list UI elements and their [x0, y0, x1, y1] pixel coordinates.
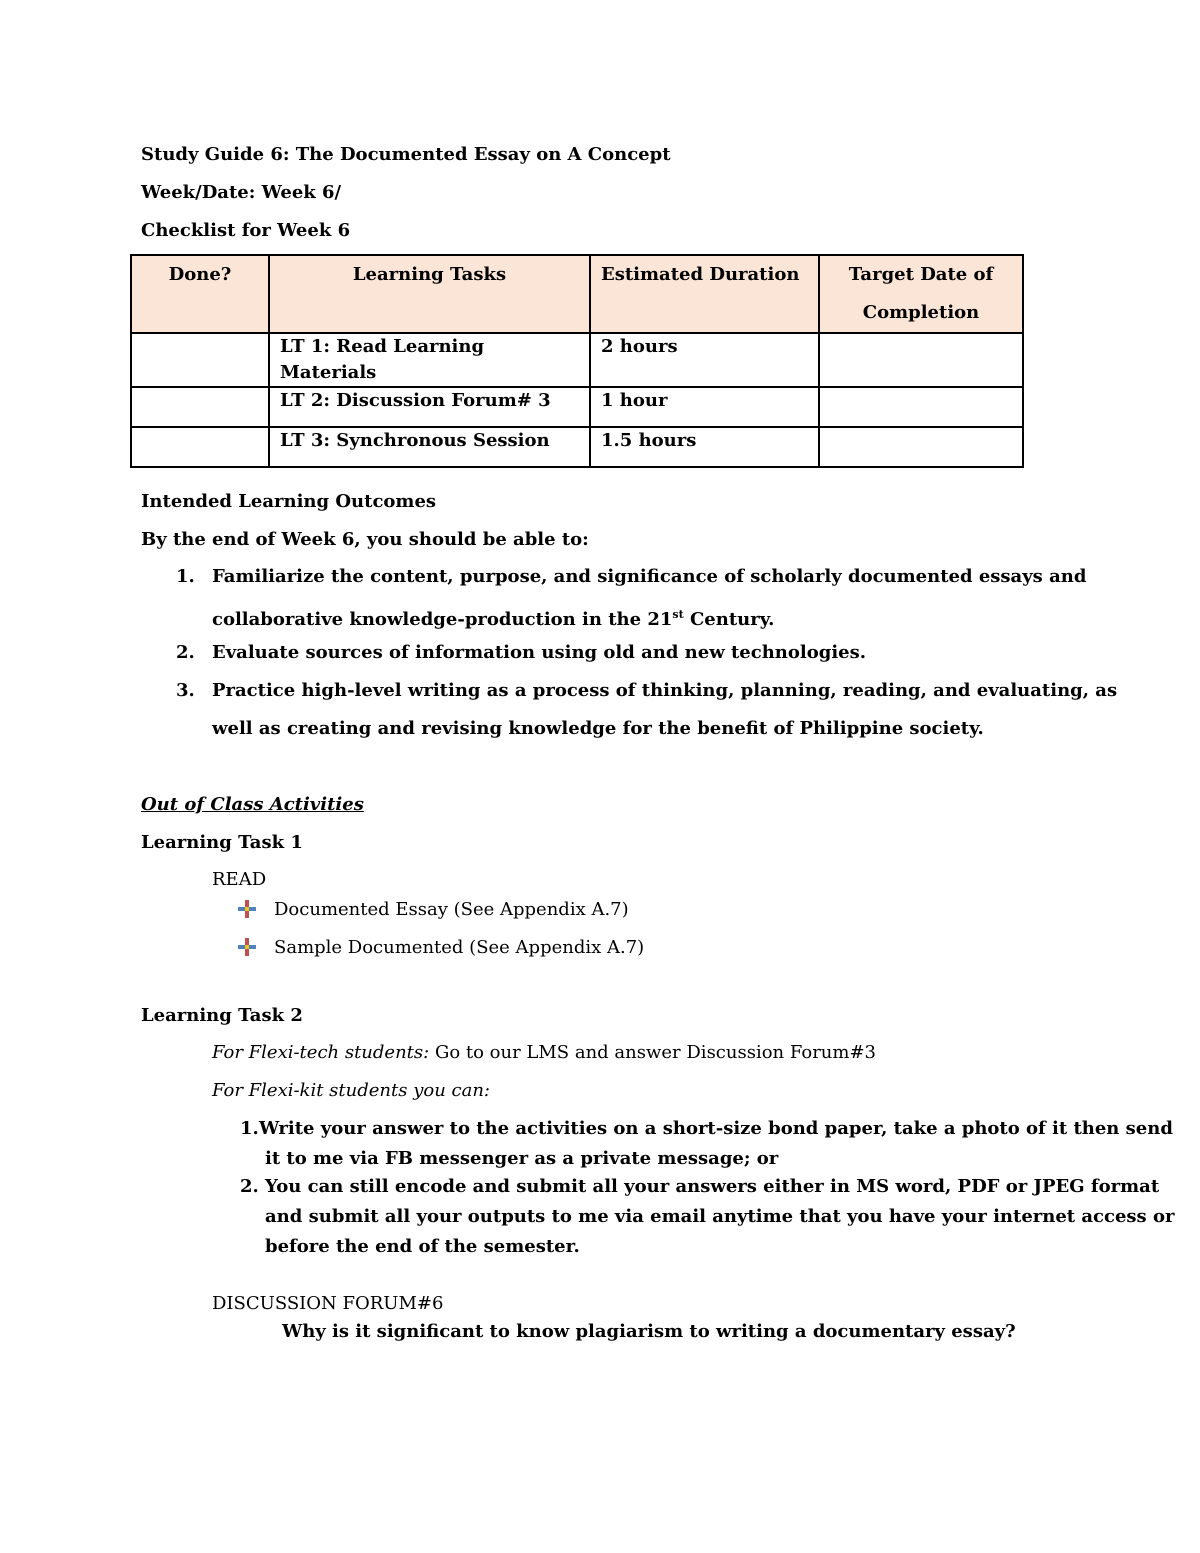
- flexi-kit-label: For Flexi-kit students you can:: [212, 1080, 490, 1101]
- superscript: st: [672, 608, 684, 621]
- header-target-date: [819, 255, 1023, 333]
- step-number: 2.: [240, 1176, 259, 1197]
- target-cell[interactable]: [819, 333, 1023, 387]
- discussion-forum-heading: DISCUSSION FORUM#6: [212, 1293, 444, 1314]
- bullet-icon: [238, 900, 256, 918]
- step-2-line2: and submit all your outputs to me via email anytime that you have your internet access or: [265, 1206, 1175, 1227]
- step-2-line1: You can still encode and submit all your answers either in MS word, PDF or JPEG format: [265, 1176, 1160, 1197]
- done-cell[interactable]: [131, 333, 269, 387]
- outcome-1-line2-end: Century.: [683, 609, 775, 630]
- outcome-1-line1: Familiarize the content, purpose, and significance of scholarly documented essays and: [212, 566, 1087, 587]
- task-cell: LT 1: Read Learning Materials: [269, 333, 590, 387]
- read-item-2: Sample Documented (See Appendix A.7): [274, 937, 645, 958]
- outcomes-heading: Intended Learning Outcomes: [141, 491, 437, 512]
- out-of-class-heading: Out of Class Activities: [141, 794, 364, 815]
- step-2-line3: before the end of the semester.: [265, 1236, 580, 1257]
- discussion-forum-question: Why is it significant to know plagiarism to writing a documentary essay?: [282, 1321, 1016, 1342]
- target-cell[interactable]: [819, 427, 1023, 467]
- task-cell: LT 3: Synchronous Session: [269, 427, 590, 467]
- done-cell[interactable]: [131, 427, 269, 467]
- duration-cell: 1 hour: [590, 387, 819, 427]
- target-cell[interactable]: [819, 387, 1023, 427]
- duration-cell: 1.5 hours: [590, 427, 819, 467]
- header-estimated-duration: Estimated Duration: [590, 255, 819, 333]
- checklist-table: [130, 254, 1024, 468]
- bullet-icon: [238, 938, 256, 956]
- header-done: Done?: [131, 255, 269, 333]
- outcome-3-line2: well as creating and revising knowledge for the benefit of Philippine society.: [212, 718, 984, 739]
- outcomes-intro: By the end of Week 6, you should be able to:: [141, 529, 589, 550]
- step-number: 1.: [240, 1118, 259, 1139]
- done-cell[interactable]: [131, 387, 269, 427]
- week-date: Week/Date: Week 6/: [141, 182, 342, 203]
- table-row: [131, 333, 1023, 387]
- outcome-3-line1: Practice high-level writing as a process of thinking, planning, reading, and evaluating, as: [212, 680, 1118, 701]
- checklist-header-row: [131, 255, 1023, 333]
- duration-cell: 2 hours: [590, 333, 819, 387]
- flexi-tech-line: [212, 1041, 876, 1065]
- outcome-1-line2-text: collaborative knowledge-production in the 21: [212, 609, 673, 630]
- read-label: READ: [212, 869, 267, 890]
- task-cell: LT 2: Discussion Forum# 3: [269, 387, 590, 427]
- step-1-line1: Write your answer to the activities on a short-size bond paper, take a photo of it then send: [259, 1118, 1173, 1139]
- read-item-1: Documented Essay (See Appendix A.7): [274, 899, 629, 920]
- learning-task-2-heading: Learning Task 2: [141, 1005, 303, 1026]
- outcome-1-line2: [212, 603, 774, 632]
- table-row: [131, 387, 1023, 427]
- flexi-tech-label: For Flexi-tech students:: [212, 1042, 430, 1063]
- page-title: Study Guide 6: The Documented Essay on A Concept: [141, 144, 671, 165]
- outcome-number: 2.: [176, 642, 195, 663]
- flexi-tech-text: Go to our LMS and answer Discussion Forum#3: [429, 1042, 877, 1063]
- learning-task-1-heading: Learning Task 1: [141, 832, 303, 853]
- table-row: [131, 427, 1023, 467]
- outcome-2-line1: Evaluate sources of information using old and new technologies.: [212, 642, 867, 663]
- header-target-line1: Target Date of: [848, 264, 994, 285]
- outcome-number: 3.: [176, 680, 195, 701]
- checklist-title: Checklist for Week 6: [141, 220, 351, 241]
- outcome-number: 1.: [176, 566, 195, 587]
- header-target-line2: Completion: [862, 302, 980, 323]
- header-learning-tasks: Learning Tasks: [269, 255, 590, 333]
- step-1-line2: it to me via FB messenger as a private message; or: [265, 1148, 779, 1169]
